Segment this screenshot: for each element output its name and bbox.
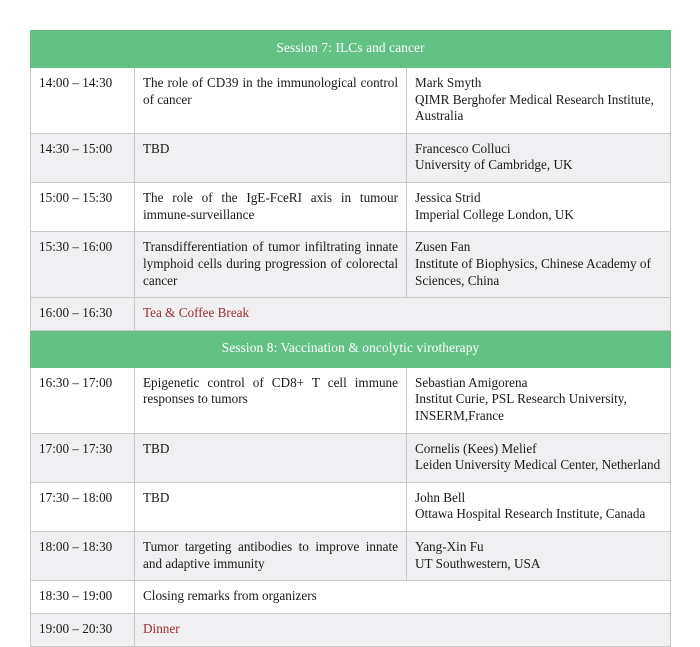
row-time: 16:00 – 16:30 [31,298,135,331]
row-title: TBD [135,133,407,182]
row-speaker [407,183,671,232]
row-time: 15:00 – 15:30 [31,183,135,232]
row-title: TBD [135,482,407,531]
row-time: 17:30 – 18:00 [31,482,135,531]
table-row [31,232,671,298]
speaker-affiliation: Imperial College London, UK [415,206,574,222]
table-row [31,581,671,614]
row-title: The role of the IgE-FceRI axis in tumour immune-surveillance [135,183,407,232]
row-time: 14:00 – 14:30 [31,67,135,133]
speaker-name: Cornelis (Kees) Melief [415,440,537,456]
speaker-name: Jessica Strid [415,190,481,206]
speaker-affiliation: Leiden University Medical Center, Netherland [415,457,661,473]
table-row-break [31,613,671,646]
row-title: The role of CD39 in the immunological control of cancer [135,67,407,133]
speaker-affiliation: University of Cambridge, UK [415,157,573,173]
speaker-affiliation: UT Southwestern, USA [415,555,541,571]
table-row-break [31,298,671,331]
speaker-name: Sebastian Amigorena [415,374,528,390]
session-header-row [31,330,671,367]
speaker-name: Yang-Xin Fu [415,539,484,555]
row-speaker [407,133,671,182]
session-header-label: Session 8: Vaccination & oncolytic virotherapy [31,330,671,367]
row-title: Tumor targeting antibodies to improve innate and adaptive immunity [135,532,407,581]
row-speaker [407,232,671,298]
row-speaker [407,433,671,482]
table-row [31,183,671,232]
row-time: 19:00 – 20:30 [31,613,135,646]
row-time: 15:30 – 16:00 [31,232,135,298]
table-row [31,367,671,433]
table-row [31,532,671,581]
row-title: Epigenetic control of CD8+ T cell immune responses to tumors [135,367,407,433]
row-time: 17:00 – 17:30 [31,433,135,482]
row-speaker [407,482,671,531]
table-row [31,133,671,182]
row-time: 18:00 – 18:30 [31,532,135,581]
speaker-affiliation: Ottawa Hospital Research Institute, Canada [415,506,646,522]
row-time: 18:30 – 19:00 [31,581,135,614]
row-time: 16:30 – 17:00 [31,367,135,433]
schedule-body [31,31,671,647]
table-row [31,482,671,531]
break-label: Dinner [135,613,671,646]
session-header-label: Session 7: ILCs and cancer [31,31,671,68]
speaker-affiliation: Institute of Biophysics, Chinese Academy of Sciences, China [415,255,651,288]
table-row [31,67,671,133]
row-title: Closing remarks from organizers [135,581,671,614]
speaker-affiliation: QIMR Berghofer Medical Research Institute, Australia [415,91,654,124]
row-speaker [407,367,671,433]
table-row [31,433,671,482]
row-speaker [407,67,671,133]
speaker-name: Mark Smyth [415,74,482,90]
row-title: Transdifferentiation of tumor infiltrating innate lymphoid cells during progression of colorectal cancer [135,232,407,298]
break-label: Tea & Coffee Break [135,298,671,331]
session-header-row [31,31,671,68]
row-title: TBD [135,433,407,482]
speaker-name: John Bell [415,489,466,505]
row-time: 14:30 – 15:00 [31,133,135,182]
speaker-affiliation: Institut Curie, PSL Research University, INSERM,France [415,391,627,423]
speaker-name: Zusen Fan [415,239,471,255]
schedule-table [30,30,671,647]
speaker-name: Francesco Colluci [415,140,511,156]
row-speaker [407,532,671,581]
